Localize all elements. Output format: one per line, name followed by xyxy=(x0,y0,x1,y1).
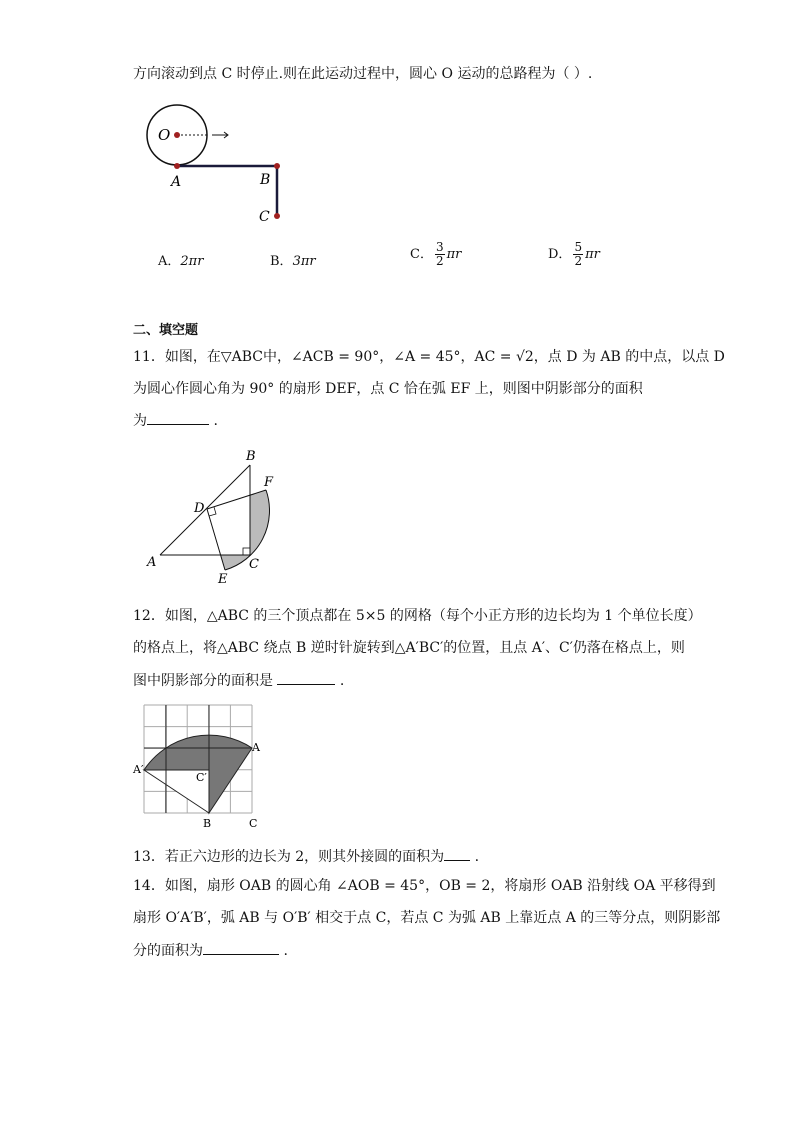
svg-text:C′: C′ xyxy=(196,771,207,784)
q10-figure xyxy=(147,105,280,225)
option-c[interactable]: C． $\frac{3}{2}$ πr xyxy=(410,240,462,268)
q12-answer-blank[interactable] xyxy=(277,670,335,685)
q11-line3: 为 . xyxy=(133,410,218,431)
q14-line3: 分的面积为 . xyxy=(133,940,288,961)
q13-line: 13．若正六边形的边长为 2，则其外接圆的面积为 . xyxy=(133,846,479,867)
q12-line1: 12．如图，△ABC 的三个顶点都在 5×5 的网格（每个小正方形的边长均为 1 个单位长度） xyxy=(133,608,702,624)
svg-text:E: E xyxy=(218,572,228,587)
svg-text:D: D xyxy=(194,501,205,516)
q11-answer-blank[interactable] xyxy=(147,410,209,425)
q11-figure xyxy=(146,449,274,587)
svg-text:A: A xyxy=(252,741,260,754)
svg-text:B: B xyxy=(203,817,212,830)
svg-text:C: C xyxy=(249,557,259,572)
svg-text:A′: A′ xyxy=(133,763,144,776)
option-d[interactable]: D． $\frac{5}{2}$ πr xyxy=(548,240,600,268)
q11-line2: 为圆心作圆心角为 90° 的扇形 DEF，点 C 恰在弧 EF 上，则图中阴影部分的面积 xyxy=(133,381,643,397)
q12-line2: 的格点上，将△ABC 绕点 B 逆时针旋转到△A′BC′的位置，且点 A′、C′仍落在格点上，则 xyxy=(133,640,685,656)
svg-text:A: A xyxy=(171,174,182,190)
q11-line1: 11．如图，在▽ABC中，∠ACB = 90°，∠A = 45°，AC = √2，点 D 为 AB 的中点，以点 D xyxy=(133,349,725,365)
label-o: O xyxy=(158,126,171,144)
q14-line1: 14．如图，扇形 OAB 的圆心角 ∠AOB = 45°，OB = 2，将扇形 OAB 沿射线 OA 平移得到 xyxy=(133,878,716,894)
q13-answer-blank[interactable] xyxy=(444,846,470,861)
q10-stem: 方向滚动到点 C 时停止.则在此运动过程中，圆心 O 运动的总路程为（ ）. xyxy=(133,66,593,82)
svg-text:F: F xyxy=(264,475,274,490)
q14-answer-blank[interactable] xyxy=(203,940,279,955)
q12-line3: 图中阴影部分的面积是 . xyxy=(133,670,344,691)
svg-text:B: B xyxy=(246,449,256,464)
svg-text:C: C xyxy=(249,817,258,830)
q14-line2: 扇形 O′A′B′，弧 AB 与 O′B′ 相交于点 C，若点 C 为弧 AB 上靠近点 A 的三等分点，则阴影部 xyxy=(133,910,721,926)
svg-text:B: B xyxy=(260,172,271,188)
q12-figure xyxy=(132,705,261,830)
option-a[interactable]: A．2πr xyxy=(158,254,204,269)
svg-text:A: A xyxy=(147,555,157,570)
option-b[interactable]: B．3πr xyxy=(270,254,316,269)
section-title: 二、填空题 xyxy=(133,323,199,338)
svg-text:C: C xyxy=(259,209,270,225)
